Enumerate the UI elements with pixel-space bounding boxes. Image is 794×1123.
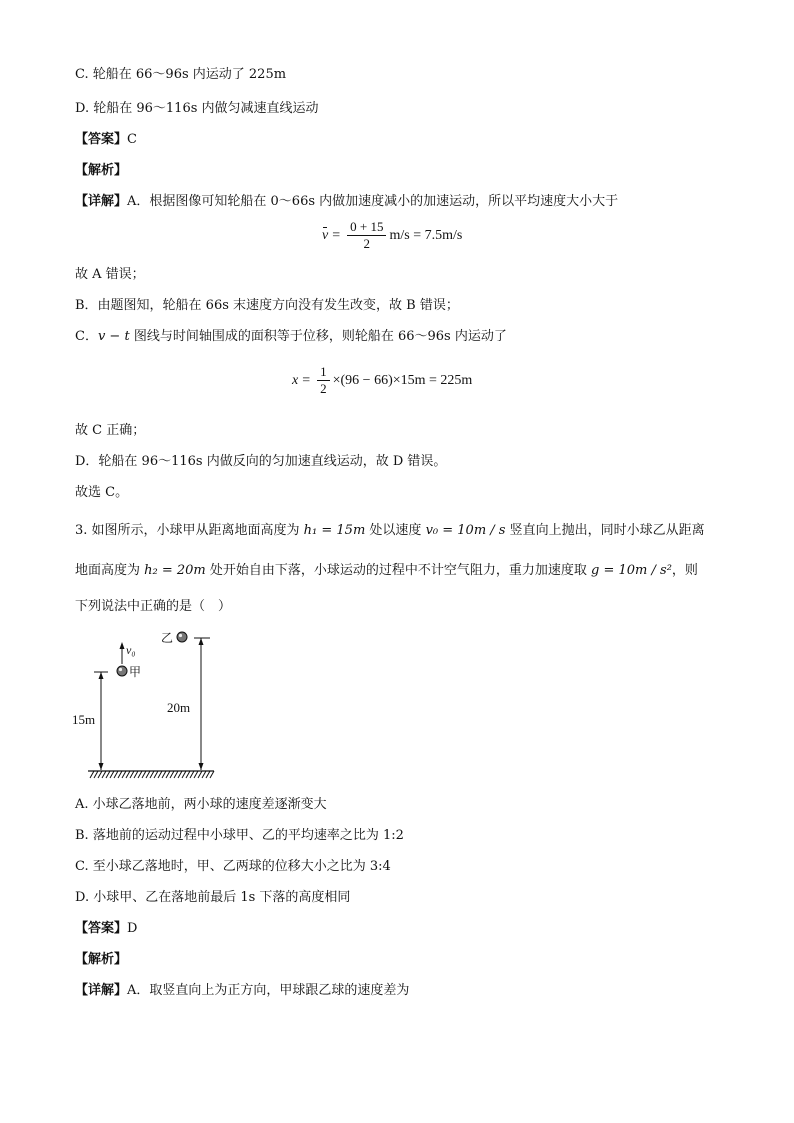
formula2-rhs: ×(96 − 66)×15m = 225m (332, 372, 473, 388)
q2-option-d: D. 轮船在 96～116s 内做匀减速直线运动 (75, 101, 319, 116)
q2-detail-c (75, 328, 507, 346)
stem1-v0: v₀ = 10m / s (425, 523, 506, 538)
q2-choose: 故选 C。 (75, 485, 129, 500)
stem1-a: 3. 如图所示，小球甲从距离地面高度为 (75, 523, 304, 538)
detail-label: 【详解】 (75, 983, 128, 998)
formula1-rhs: m/s = 7.5m/s (389, 227, 463, 243)
formula1-eq: = (332, 227, 341, 243)
q2-analysis-label (75, 162, 127, 180)
q2-c-right: 故 C 正确； (75, 423, 146, 438)
formula2-den: 2 (320, 381, 327, 396)
analysis-label: 【解析】 (75, 952, 128, 967)
ball-jia (117, 666, 127, 676)
formula2-eq: = (302, 372, 311, 388)
answer-value: C (127, 132, 137, 147)
ground-hatch (90, 771, 214, 778)
formula-displacement (292, 364, 472, 397)
dim-15m-arrow-top (99, 672, 104, 679)
dim-20m-arrow-top (199, 638, 204, 645)
formula1-num: 0 + 15 (347, 219, 386, 236)
detail-c-rest: 图线与时间轴围成的面积等于位移，则轮船在 66～96s 内运动了 (129, 329, 507, 344)
label-yi: 乙 (161, 631, 174, 645)
detail-c-prefix: C． (75, 329, 98, 344)
detail-c-vt: v − t (97, 329, 130, 344)
q3-analysis-label (75, 951, 127, 969)
q3-figure (72, 628, 224, 780)
ball-yi-highlight (179, 634, 182, 637)
q3-stem-line2 (75, 562, 698, 580)
detail-a-text: A．根据图像可知轮船在 0～66s 内做加速度减小的加速运动，所以平均速度大小大于 (127, 194, 619, 209)
label-v0: v₀ (126, 643, 136, 657)
detail-a-text: A．取竖直向上为正方向，甲球跟乙球的速度差为 (127, 983, 410, 998)
formula-average-velocity (322, 219, 462, 252)
q2-detail-d: D．轮船在 96～116s 内做反向的匀加速直线运动，故 D 错误。 (75, 454, 447, 469)
answer-value: D (127, 921, 138, 936)
q3-option-d: D. 小球甲、乙在落地前最后 1s 下落的高度相同 (75, 890, 351, 905)
q2-option-c: C. 轮船在 66～96s 内运动了 225m (75, 67, 287, 82)
q2-answer (75, 131, 137, 149)
ball-jia-highlight (119, 668, 122, 671)
dim-20m-arrow-bottom (199, 763, 204, 770)
formula2-fraction (317, 364, 330, 397)
label-jia: 甲 (129, 665, 142, 679)
analysis-label: 【解析】 (75, 163, 128, 178)
q3-stem-line3: 下列说法中正确的是（ ） (75, 599, 232, 614)
dim-15m-arrow-bottom (99, 763, 104, 770)
formula1-lhs: v (322, 227, 329, 243)
q2-detail-a (75, 193, 618, 211)
answer-label: 【答案】 (75, 921, 128, 936)
ball-yi (177, 632, 187, 642)
q3-option-b: B. 落地前的运动过程中小球甲、乙的平均速率之比为 1:2 (75, 828, 404, 843)
formula1-den: 2 (363, 236, 371, 251)
formula2-num: 1 (317, 364, 330, 381)
v0-arrow-icon (120, 642, 125, 649)
answer-label: 【答案】 (75, 132, 128, 147)
label-20m: 20m (167, 700, 191, 715)
q2-a-wrong: 故 A 错误； (75, 267, 145, 282)
detail-label: 【详解】 (75, 194, 128, 209)
stem1-b: 处以速度 (365, 523, 426, 538)
q3-option-a: A. 小球乙落地前，两小球的速度差逐渐变大 (75, 797, 327, 812)
stem1-c: 竖直向上抛出，同时小球乙从距离 (505, 523, 705, 538)
stem1-h1: h₁ = 15m (303, 523, 366, 538)
stem2-g: g = 10m / s² (591, 563, 672, 578)
q3-detail-a (75, 982, 409, 1000)
q3-answer (75, 920, 137, 938)
stem2-b: 处开始自由下落，小球运动的过程中不计空气阻力，重力加速度取 (205, 563, 592, 578)
formula2-lhs: x (292, 372, 299, 388)
label-15m: 15m (72, 712, 96, 727)
q3-option-c: C. 至小球乙落地时，甲、乙两球的位移大小之比为 3:4 (75, 859, 391, 874)
formula1-fraction (347, 219, 386, 252)
q3-stem-line1 (75, 522, 705, 540)
q2-detail-b: B．由题图知，轮船在 66s 末速度方向没有发生改变，故 B 错误； (75, 298, 459, 313)
stem2-h2: h₂ = 20m (144, 563, 206, 578)
stem2-c: ，则 (671, 563, 698, 578)
stem2-a: 地面高度为 (75, 563, 145, 578)
